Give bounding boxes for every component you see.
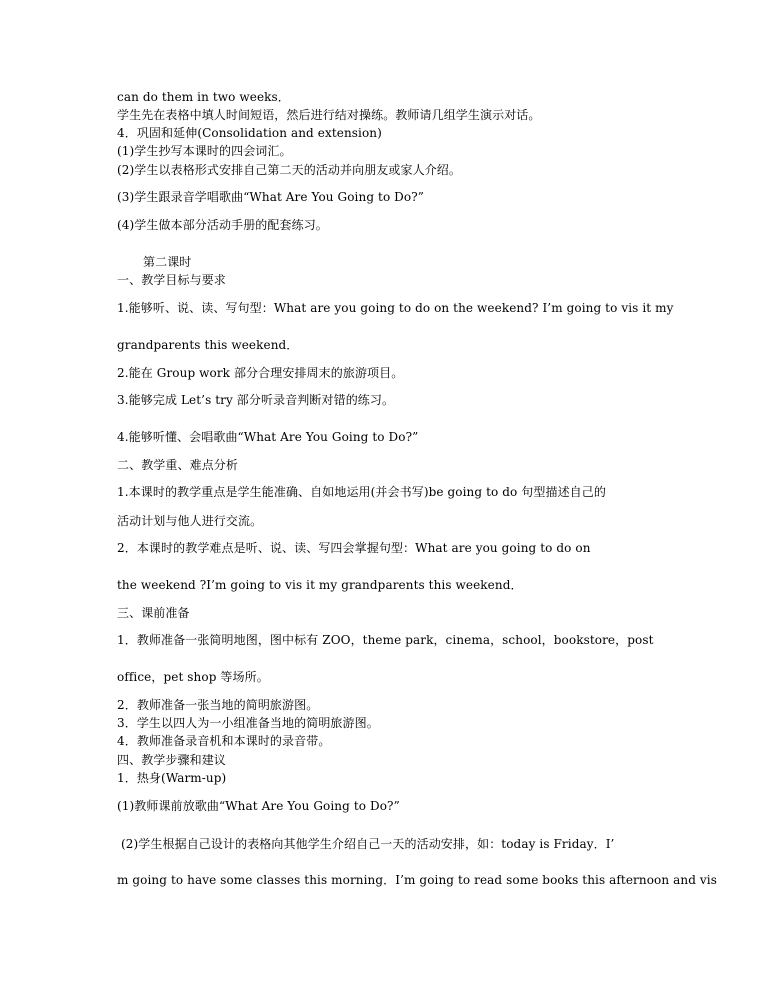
text-line: m going to have some classes this morning．I’m going to read some books this afternoon and vis	[117, 873, 717, 887]
text-line: 2．本课时的教学难点是听、说、读、写四会掌握句型：What are you going to do on	[117, 541, 591, 555]
section-heading: 一、教学目标与要求	[117, 273, 226, 287]
text-line: (4)学生做本部分活动手册的配套练习。	[117, 218, 328, 232]
lesson-title: 第二课时	[143, 255, 192, 269]
text-line: 1．热身(Warm-up)	[117, 771, 227, 785]
text-line: 4．教师准备录音机和本课时的录音带。	[117, 734, 331, 748]
section-heading: 4．巩固和延伸(Consolidation and extension)	[117, 126, 382, 140]
text-line: 3．学生以四人为一小组准备当地的简明旅游图。	[117, 716, 379, 730]
text-line: 学生先在表格中填人时间短语，然后进行结对操练。教师请几组学生演示对话。	[117, 108, 541, 122]
text-line: 4.能够听懂、会唱歌曲“What Are You Going to Do?”	[117, 430, 419, 444]
text-line: (1)学生抄写本课时的四会词汇。	[117, 144, 292, 158]
text-line: the weekend ?I’m going to vis it my grandparents this weekend．	[117, 578, 523, 592]
text-line: (2)学生以表格形式安排自己第二天的活动并向朋友或家人介绍。	[117, 163, 462, 177]
text-line: office，pet shop 等场所。	[117, 670, 269, 684]
text-line: grandparents this weekend．	[117, 338, 299, 352]
text-line: (2)学生根据自己设计的表格向其他学生介绍自己一天的活动安排，如：today is Friday．I’	[121, 837, 615, 851]
text-line: (3)学生跟录音学唱歌曲“What Are You Going to Do?”	[117, 190, 425, 204]
section-heading: 二、教学重、难点分析	[117, 458, 239, 472]
text-line: 1．教师准备一张简明地图，图中标有 ZOO，theme park，cinema，school，bookstore，post	[117, 633, 654, 647]
text-line: 活动计划与他人进行交流。	[117, 514, 263, 528]
section-heading: 四、教学步骤和建议	[117, 753, 226, 767]
text-line: (1)教师课前放歌曲“What Are You Going to Do?”	[117, 799, 400, 813]
text-line: 1.本课时的教学重点是学生能准确、自如地运用(并会书写)be going to do 句型描述自己的	[117, 485, 606, 499]
section-heading: 三、课前准备	[117, 606, 190, 620]
text-line: 2.能在 Group work 部分合理安排周末的旅游项目。	[117, 366, 404, 380]
text-line: 3.能够完成 Let’s try 部分听录音判断对错的练习。	[117, 393, 395, 407]
text-line: can do them in two weeks．	[117, 90, 290, 104]
text-line: 1.能够听、说、读、写句型：What are you going to do on the weekend? I’m going to vis it my	[117, 301, 674, 315]
text-line: 2．教师准备一张当地的简明旅游图。	[117, 698, 319, 712]
